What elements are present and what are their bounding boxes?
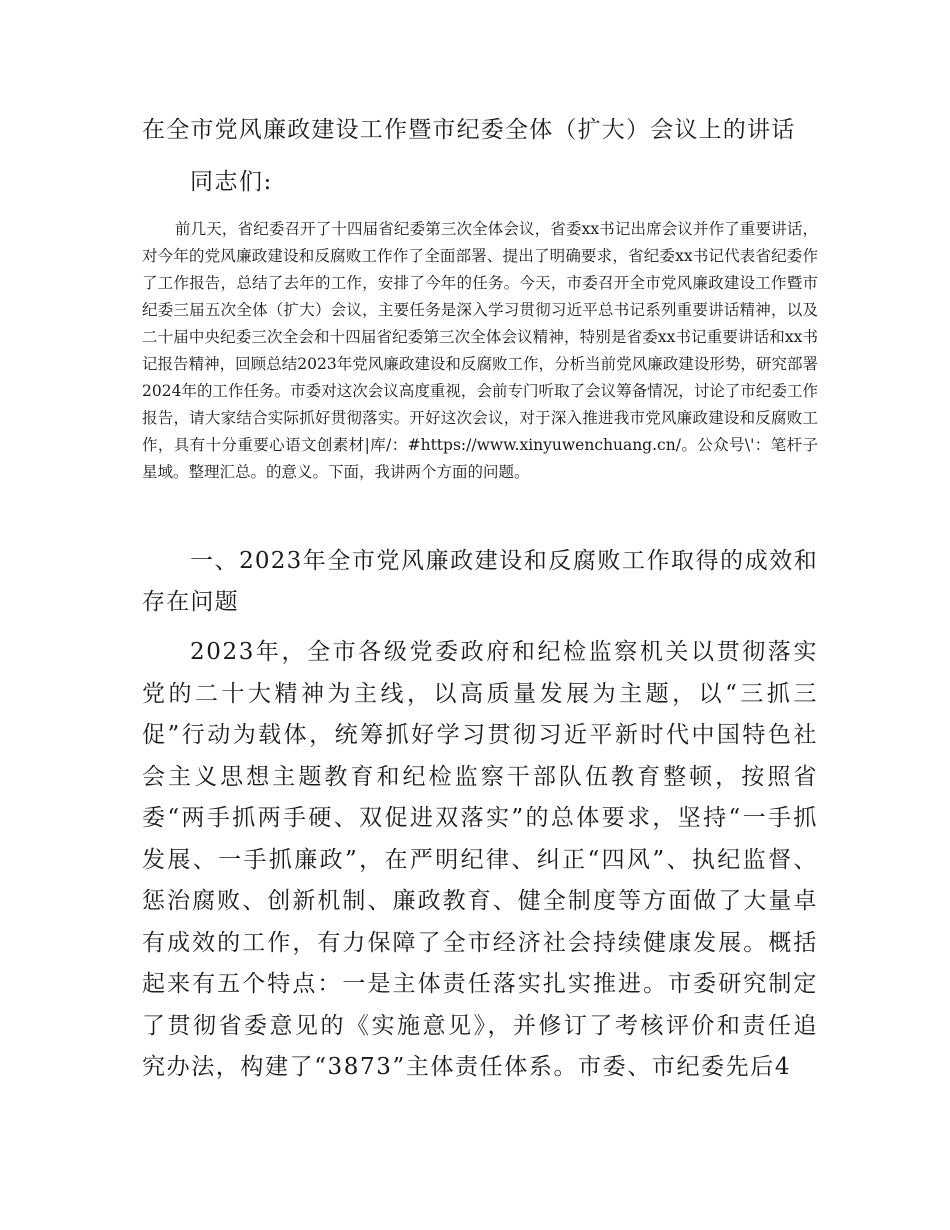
document-title: 在全市党风廉政建设工作暨市纪委全体（扩大）会议上的讲话 [142,117,796,143]
body-paragraph: 2023年，全市各级党委政府和纪检监察机关以贯彻落实党的二十大精神为主线，以高质量发展为主题，以“三抓三促”行动为载体，统筹抓好学习贯彻习近平新时代中国特色社会主义思想主题教育和纪检监察干部队伍教育整顿，按照省委“两手抓两手硬、双促进双落实”的总体要求，坚持“一手抓发展、一手抓廉政”，在严明纪律、纠正“四风”、执纪监督、惩治腐败、创新机制、廉政教育、健全制度等方面做了大量卓有成效的工作，有力保障了全市经济社会持续健康发展。概括起来有五个特点：一是主体责任落实扎实推进。市委研究制定了贯彻省委意见的《实施意见》，并修订了考核评价和责任追究办法，构建了“3873”主体责任体系。市委、市纪委先后4 [142,639,818,1080]
greeting: 同志们: [190,169,273,195]
section-heading: 一、2023年全市党风廉政建设和反腐败工作取得的成效和存在问题 [142,548,818,615]
intro-paragraph: 前几天，省纪委召开了十四届省纪委第三次全体会议，省委xx书记出席会议并作了重要讲话，对今年的党风廉政建设和反腐败工作作了全面部署、提出了明确要求，省纪委xx书记代表省纪委作了工作报告，总结了去年的工作，安排了今年的任务。今天，市委召开全市党风廉政建设工作暨市纪委三届五次全体（扩大）会议，主要任务是深入学习贯彻习近平总书记系列重要讲话精神，以及二十届中央纪委三次全会和十四届省纪委第三次全体会议精神，特别是省委xx书记重要讲话和xx书记报告精神，回顾总结2023年党风廉政建设和反腐败工作，分析当前党风廉政建设形势，研究部署2024年的工作任务。市委对这次会议高度重视，会前专门听取了会议筹备情况，讨论了市纪委工作报告，请大家结合实际抓好贯彻落实。开好这次会议，对于深入推进我市党风廉政建设和反腐败工作，具有十分重要心语文创素材|库/：#https://www.xinyuwenchuang.cn/。公众号\'：笔杆子星域。整理汇总。的意义。下面，我讲两个方面的问题。 [142,220,818,481]
